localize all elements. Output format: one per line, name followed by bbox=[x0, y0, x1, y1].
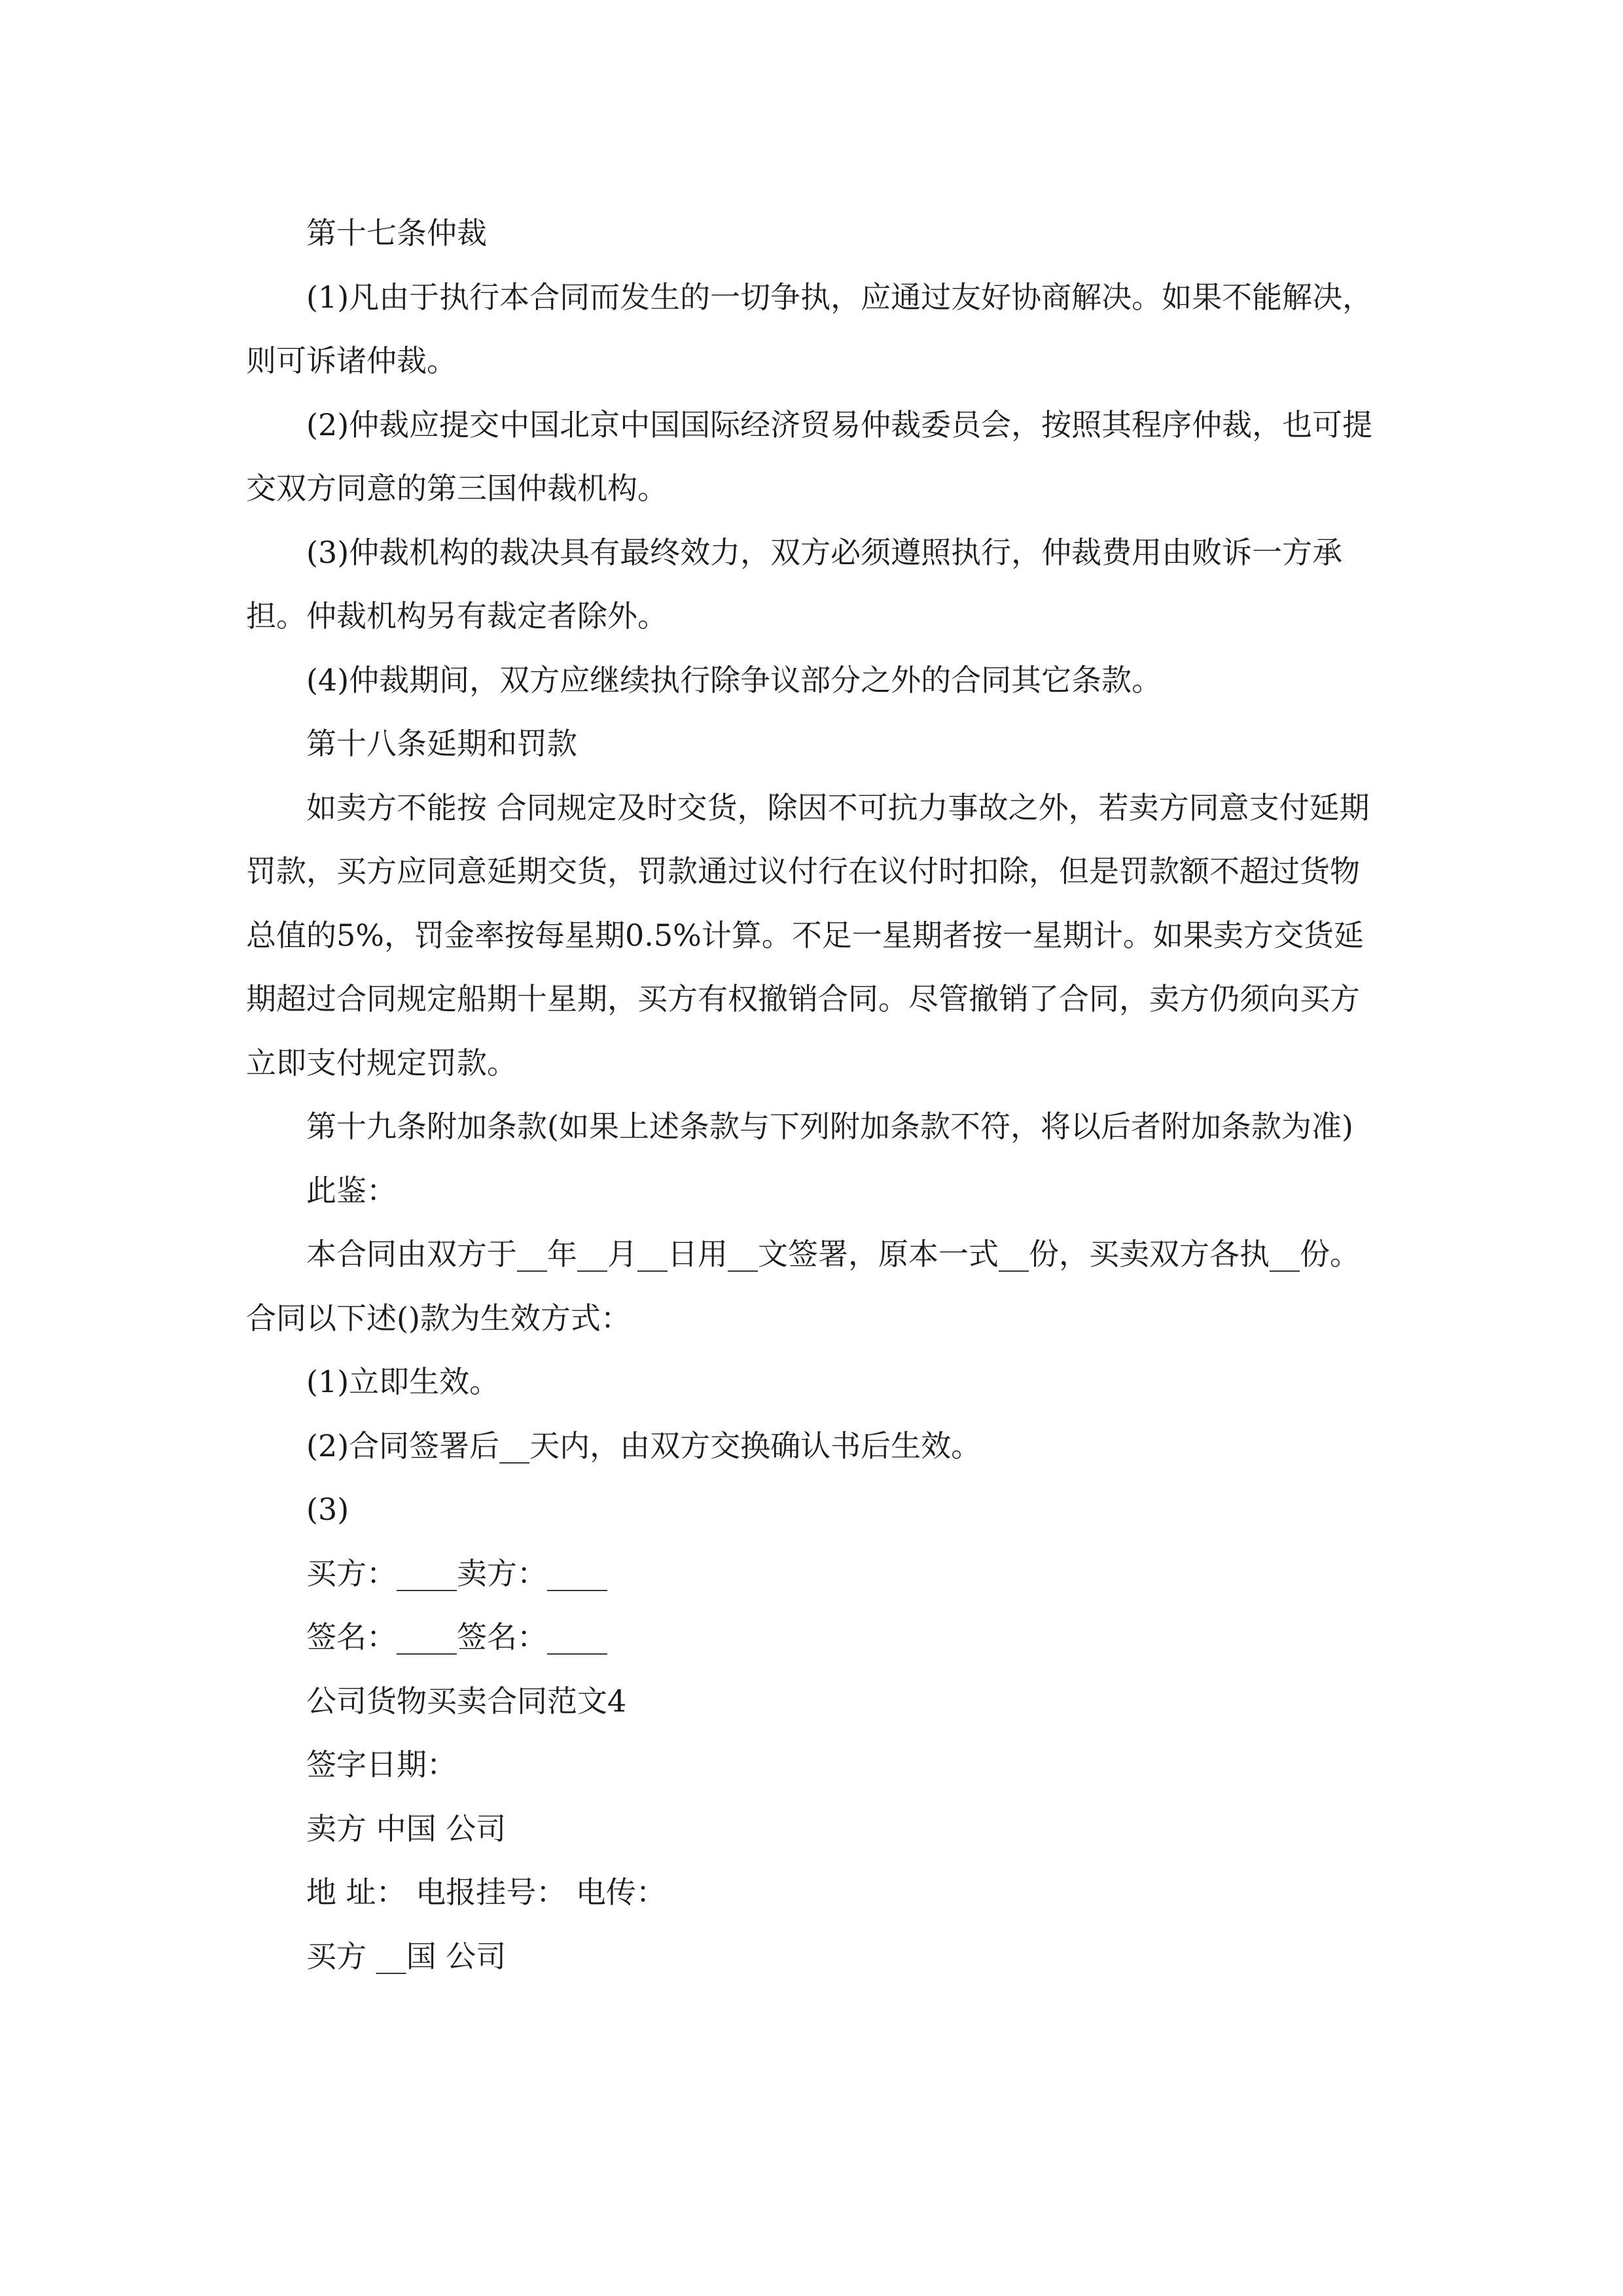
document-body bbox=[246, 202, 1378, 1988]
article-17-clause-1: (1)凡由于执行本合同而发生的一切争执，应通过友好协商解决。如果不能解决，则可诉诸仲裁。 bbox=[246, 279, 1373, 378]
article-17-clause-4: (4)仲裁期间，双方应继续执行除争议部分之外的合同其它条款。 bbox=[306, 662, 1162, 698]
seller-line: 卖方 中国 公司 bbox=[306, 1810, 507, 1846]
address-line: 地 址： 电报挂号： 电传： bbox=[306, 1874, 666, 1910]
section-title: 公司货物买卖合同范文4 bbox=[306, 1683, 627, 1719]
effective-option-2: (2)合同签署后__天内，由双方交换确认书后生效。 bbox=[306, 1427, 982, 1463]
article-17-clause-2: (2)仲裁应提交中国北京中国国际经济贸易仲裁委员会，按照其程序仲裁，也可提交双方同意的第三国仲裁机构。 bbox=[246, 406, 1373, 506]
article-19-heading: 第十九条附加条款(如果上述条款与下列附加条款不符，将以后者附加条款为准) bbox=[306, 1109, 1353, 1144]
article-18-body: 如卖方不能按 合同规定及时交货，除因不可抗力事故之外，若卖方同意支付延期罚款，买方应同意延期交货，罚款通过议付行在议付时扣除，但是罚款额不超过货物总值的5%，罚金率按每星期0.5%计算。不足一星期者按一星期计。如果卖方交货延期超过合同规定船期十星期，买方有权撤销合同。尽管撤销了合同，卖方仍须向买方立即支付规定罚款。 bbox=[246, 789, 1370, 1081]
signing-date: 签字日期： bbox=[306, 1747, 457, 1782]
signatures-line: 签名：____签名：____ bbox=[306, 1619, 607, 1655]
article-18-heading: 第十八条延期和罚款 bbox=[306, 726, 577, 761]
witness-line: 此鉴： bbox=[306, 1172, 397, 1208]
signing-terms: 本合同由双方于__年__月__日用__文签署，原本一式__份，买卖双方各执__份。合同以下述()款为生效方式： bbox=[246, 1236, 1360, 1336]
article-17-clause-3: (3)仲裁机构的裁决具有最终效力，双方必须遵照执行，仲裁费用由败诉一方承担。仲裁机构另有裁定者除外。 bbox=[246, 534, 1343, 634]
effective-option-1: (1)立即生效。 bbox=[306, 1364, 500, 1399]
article-17-heading: 第十七条仲裁 bbox=[306, 215, 487, 251]
parties-line: 买方：____卖方：____ bbox=[306, 1555, 607, 1591]
effective-option-3: (3) bbox=[306, 1492, 349, 1527]
buyer-line: 买方 __国 公司 bbox=[306, 1938, 507, 1974]
